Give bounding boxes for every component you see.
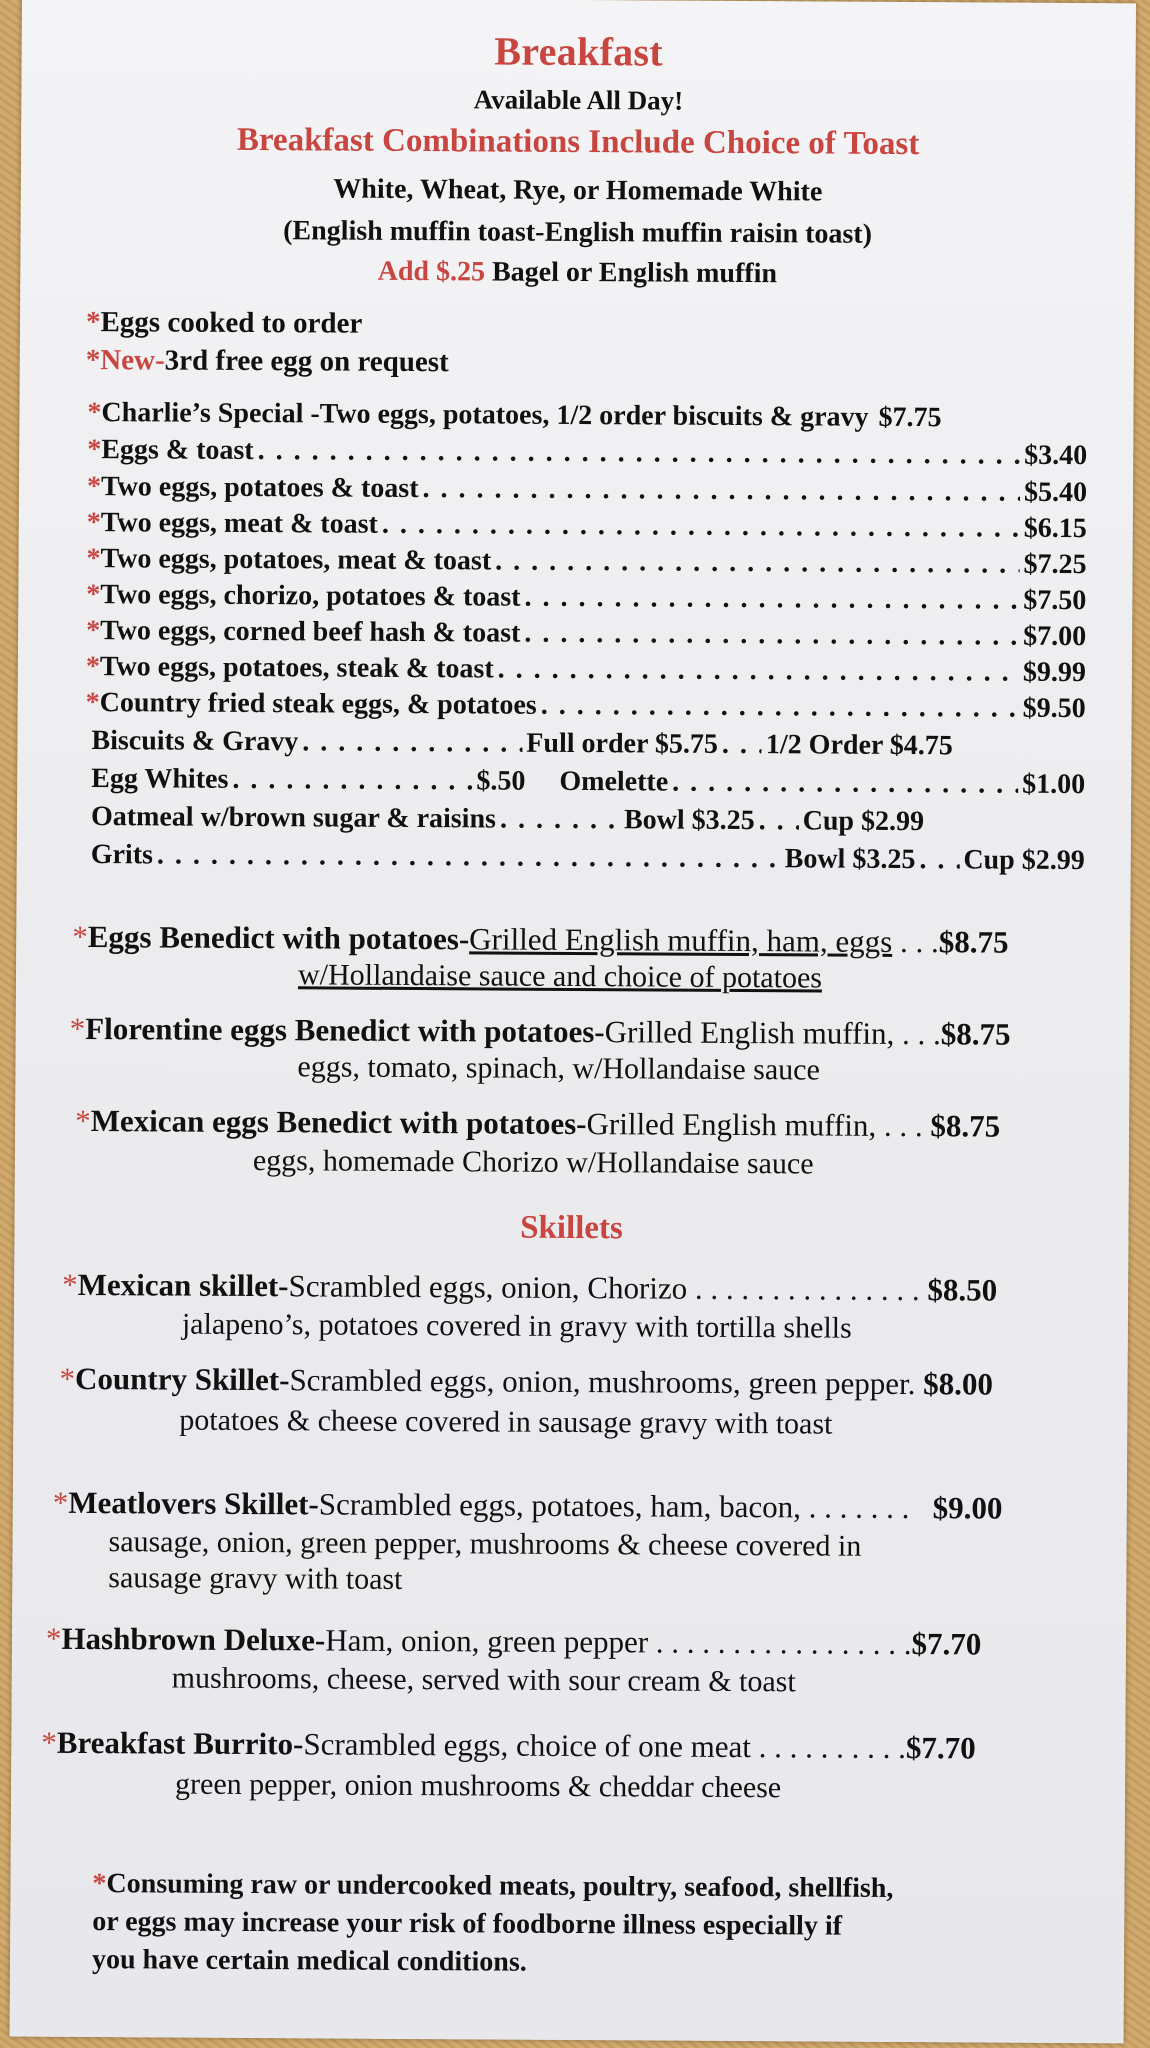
skillet-item: *Mexican skillet-Scrambled eggs, onion, Chorizo . . . . . . . . . . . . . . . $8.50: [62, 1266, 998, 1308]
skillet-desc: potatoes & cheese covered in sausage gravy with toast: [179, 1403, 833, 1441]
menu-item: *Country fried steak eggs, & potatoes . . . $9.50: [86, 687, 1086, 725]
benedict-item: *Florentine eggs Benedict with potatoes-Grilled English muffin, . . .$8.75: [69, 1010, 1011, 1052]
benedict-desc: eggs, homemade Chorizo w/Hollandaise sauce: [252, 1144, 814, 1181]
menu-title: Breakfast: [494, 28, 664, 75]
benedict-desc: w/Hollandaise sauce and choice of potatoes: [297, 958, 823, 995]
side-biscuits-gravy: Biscuits & Gravy . . . Full order $5.75 . . . 1/2 Order $4.75: [91, 725, 1085, 763]
skillet-item: *Hashbrown Deluxe-Ham, onion, green pepper . . . . . . . . . . . . . . . . .$7.70: [45, 1620, 982, 1662]
skillet-desc: sausage gravy with toast: [108, 1561, 403, 1596]
side-oatmeal: Oatmeal w/brown sugar & raisins . . . Bowl $3.25 . . . Cup $2.99: [91, 801, 1085, 839]
note-free-egg: *New-3rd free egg on request: [85, 343, 449, 379]
benedict-item: *Eggs Benedict with potatoes-Grilled English muffin, ham, eggs . . .$8.75: [72, 918, 1009, 960]
menu-item: *Eggs & toast . . . $3.40: [87, 434, 1087, 472]
menu-page: [10, 0, 1136, 2043]
combinations-heading: Breakfast Combinations Include Choice of Toast: [236, 121, 920, 163]
menu-item: *Charlie’s Special -Two eggs, potatoes, 1/2 order biscuits & gravy $7.75: [87, 397, 942, 434]
skillet-item: *Breakfast Burrito-Scrambled eggs, choice of one meat . . . . . . . . . .$7.70: [41, 1724, 976, 1766]
skillet-desc: green pepper, onion mushrooms & cheddar cheese: [174, 1767, 782, 1805]
add-on-item: Bagel or English muffin: [491, 256, 778, 290]
menu-item: *Two eggs, potatoes, meat & toast . . . $7.25: [86, 543, 1086, 581]
side-egg-whites: Egg Whites . . . $.50 Omelette . . . $1.00: [91, 763, 1085, 801]
menu-item: *Two eggs, potatoes, steak & toast . . . $9.99: [86, 651, 1086, 689]
note-eggs-cooked: *Eggs cooked to order: [85, 305, 363, 340]
food-safety-warning: [92, 1865, 1073, 1985]
benedict-desc: eggs, tomato, spinach, w/Hollandaise sauce: [297, 1050, 820, 1087]
menu-item: *Two eggs, chorizo, potatoes & toast . . . $7.50: [86, 579, 1086, 617]
menu-item: *Two eggs, meat & toast . . . $6.15: [87, 507, 1087, 545]
side-grits: Grits . . . Bowl $3.25 . . . Cup $2.99: [91, 839, 1085, 877]
warning-line: you have certain medical conditions.: [91, 1944, 527, 1978]
skillet-desc: mushrooms, cheese, served with sour cream & toast: [171, 1661, 796, 1699]
skillet-item: *Country Skillet-Scrambled eggs, onion, mushrooms, green pepper. $8.00: [59, 1360, 994, 1402]
skillet-desc: jalapeno’s, potatoes covered in gravy with tortilla shells: [181, 1307, 852, 1345]
skillet-desc: sausage, onion, green pepper, mushrooms & cheese covered in: [108, 1525, 862, 1563]
availability-note: Available All Day!: [473, 84, 684, 116]
skillets-heading: Skillets: [520, 1209, 623, 1247]
add-on-line: [20, 254, 1134, 293]
benedict-item: *Mexican eggs Benedict with potatoes-Grilled English muffin, . . . $8.75: [75, 1102, 1001, 1144]
menu-item: *Two eggs, potatoes & toast . . . $5.40: [87, 471, 1087, 509]
muffin-toast-options: (English muffin toast-English muffin raisin toast): [283, 215, 873, 250]
menu-item: *Two eggs, corned beef hash & toast . . . $7.00: [86, 615, 1086, 653]
warning-line: *Consuming raw or undercooked meats, poultry, seafood, shellfish,: [92, 1868, 894, 1904]
add-on-price: Add $.25: [377, 255, 486, 288]
skillet-item: *Meatlovers Skillet-Scrambled eggs, potatoes, ham, bacon, . . . . . . . $9.00: [52, 1484, 1003, 1526]
toast-options: White, Wheat, Rye, or Homemade White: [333, 173, 823, 208]
egg-notes: [86, 303, 449, 381]
warning-line: or eggs may increase your risk of foodborne illness especially if: [92, 1906, 843, 1942]
